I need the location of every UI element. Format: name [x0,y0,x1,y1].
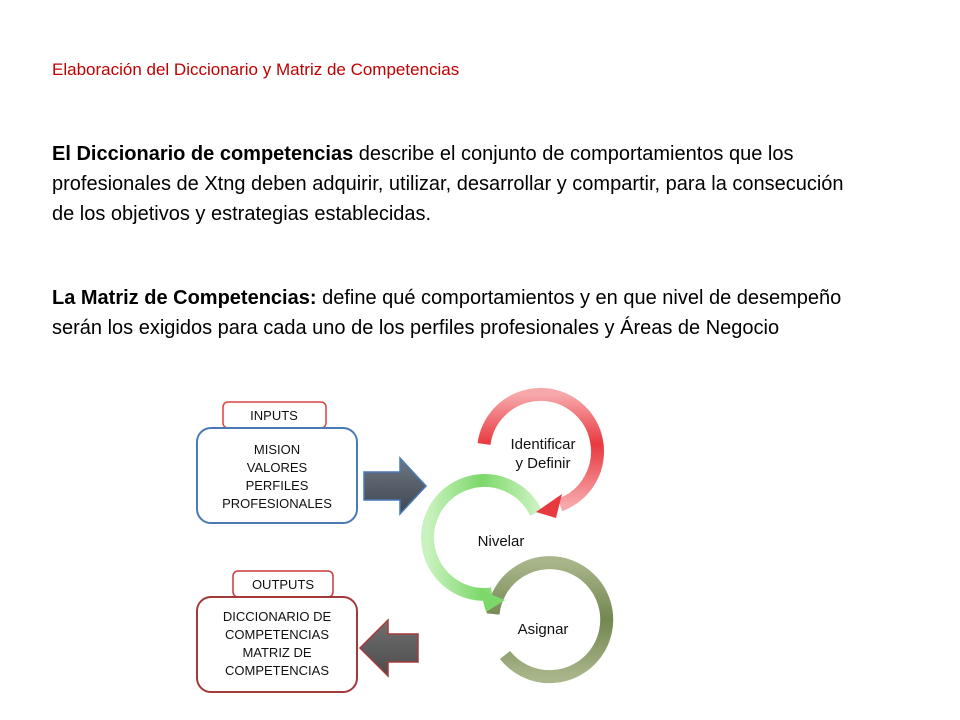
outputs-line-3: MATRIZ DE [242,645,312,660]
cycle-label-identificar-2: y Definir [515,455,571,472]
red-arrowhead-icon [536,494,562,518]
paragraph-diccionario-bold: El Diccionario de competencias [52,143,354,165]
arrow-left-icon [360,620,418,676]
inputs-tab-label: INPUTS [250,408,298,423]
outputs-group [197,571,357,692]
cycle-step-asignar [493,563,607,677]
cycle-label-asignar: Asignar [517,621,569,638]
olive-ring [493,563,607,677]
slide-title: Elaboración del Diccionario y Matriz de Competencias [52,60,460,79]
inputs-line-2: VALORES [246,460,308,475]
cycle-step-nivelar [428,480,536,612]
paragraph-matriz-text: define qué comportamientos y en que nivel de desempeño serán los exigidos para cada uno de los perfiles profesionales y Áreas de Negocio [52,287,842,339]
outputs-line-1: DICCIONARIO DE [222,609,332,624]
outputs-line-4: COMPETENCIAS [224,663,330,678]
cycle-label-nivelar: Nivelar [477,533,525,550]
paragraph-matriz-bold: La Matriz de Competencias: [52,287,317,309]
inputs-line-1: MISION [253,442,301,457]
outputs-line-2: COMPETENCIAS [224,627,330,642]
arrow-right-icon [364,458,426,514]
cycle-label-identificar-1: Identificar [510,436,576,453]
paragraph-diccionario-text: describe el conjunto de comportamientos que los profesionales de Xtng deben adquirir, utilizar, desarrollar y compartir, para la consecución de los objetivos y estrategias establecidas. [52,143,844,225]
outputs-tab-label: OUTPUTS [251,577,315,592]
inputs-line-3: PERFILES [245,478,309,493]
inputs-group [197,402,357,523]
inputs-line-4: PROFESIONALES [222,496,332,511]
cycle-step-identificar [484,394,598,518]
